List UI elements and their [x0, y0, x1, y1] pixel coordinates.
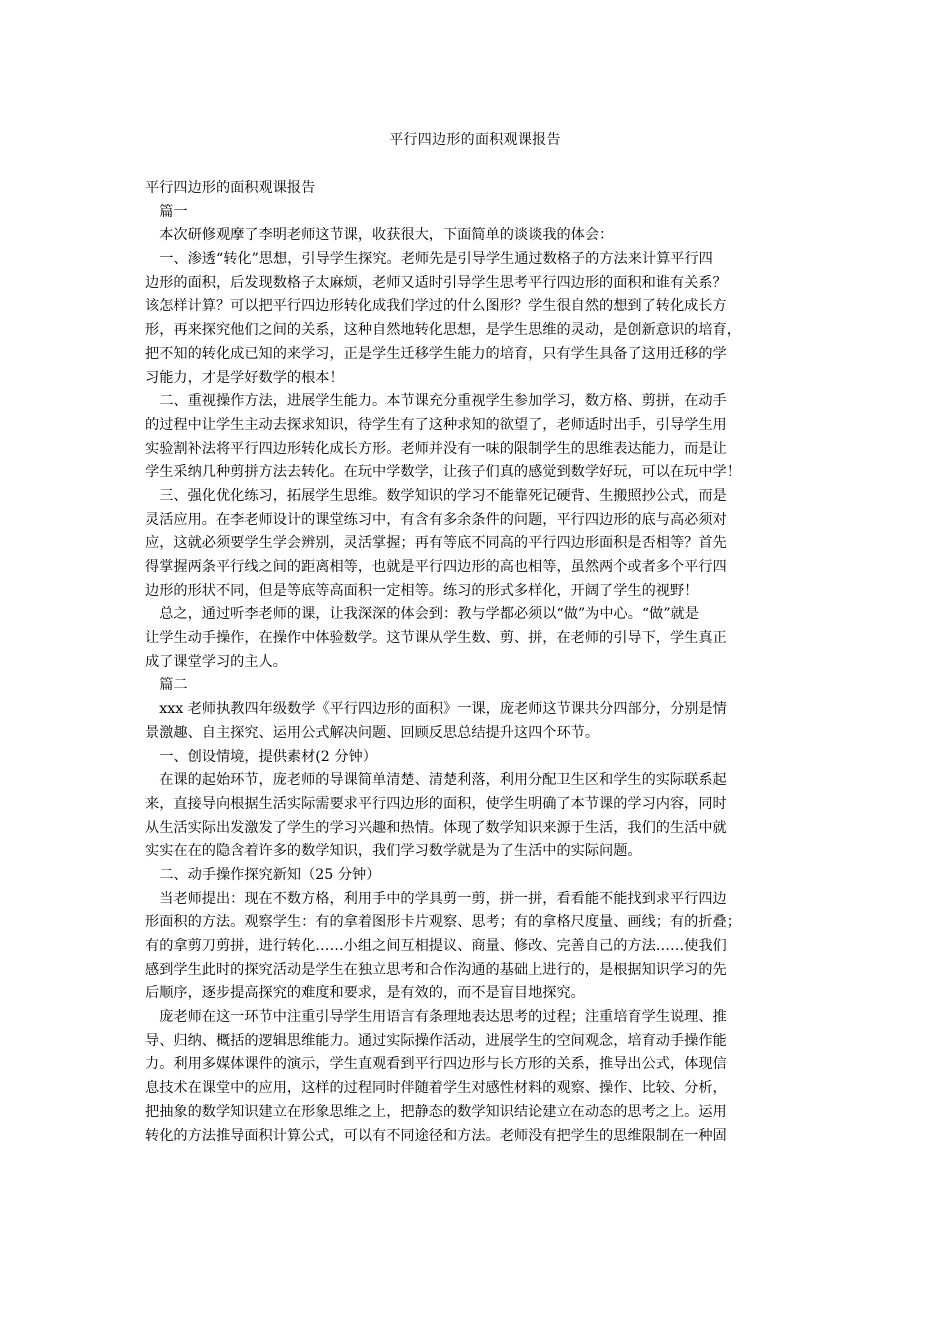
text-line: 的过程中让学生主动去探求知识，待学生有了这种求知的欲望了，老师适时出手，引导学生用 — [145, 416, 727, 433]
text-line: 三、强化优化练习，拓展学生思维。数学知识的学习不能靠死记硬背、生搬照抄公式，而是 — [145, 487, 727, 504]
text-line: 一、创设情境，提供素材(2 分钟） — [145, 748, 377, 765]
text-line: 来，直接导向根据生活实际需要求平行四边形的面积，使学生明确了本节课的学习内容，同时 — [145, 795, 727, 812]
text-line: 息技术在课堂中的应用，这样的过程同时伴随着学生对感性材料的观察、操作、比较、分析， — [145, 1080, 727, 1097]
document-body — [145, 177, 805, 1148]
text-line: 应，这就必须要学生学会辨别，灵活掌握；再有等底不同高的平行四边形面积是否相等？首先 — [145, 535, 727, 552]
text-line: 景激趣、自主探究、运用公式解决问题、回顾反思总结提升这四个环节。 — [145, 724, 600, 741]
text-line: 把不知的转化成已知的来学习，正是学生迁移学生能力的培育，只有学生具备了这用迁移的学 — [145, 345, 727, 362]
text-line: 庞老师在这一环节中注重引导学生用语言有条理地表达思考的过程；注重培育学生说理、推 — [145, 1009, 727, 1026]
text-line: 在课的起始环节，庞老师的导课简单清楚、清楚利落，利用分配卫生区和学生的实际联系起 — [145, 772, 727, 789]
text-line: 让学生动手操作，在操作中体验数学。这节课从学生数、剪、拼，在老师的引导下，学生真正 — [145, 630, 727, 647]
text-line: 学生采纳几种剪拼方法去转化。在玩中学数学，让孩子们真的感觉到数学好玩，可以在玩中学！ — [145, 464, 741, 481]
text-line: 实验割补法将平行四边形转化成长方形。老师并没有一味的限制学生的思维表达能力，而是让 — [145, 440, 727, 457]
text-line: 力。利用多媒体课件的演示，学生直观看到平行四边形与长方形的关系，推导出公式，体现信 — [145, 1056, 727, 1073]
document-title: 平行四边形的面积观课报告 — [389, 132, 561, 148]
text-line: 灵活应用。在李老师设计的课堂练习中，有含有多余条件的问题，平行四边形的底与高必须对 — [145, 511, 727, 528]
text-line: 边形的面积，后发现数格子太麻烦，老师又适时引导学生思考平行四边形的面积和谁有关系？ — [145, 274, 727, 291]
text-line: 导、归纳、概括的逻辑思维能力。通过实际操作活动，进展学生的空间观念，培育动手操作能 — [145, 1032, 727, 1049]
text-line: 平行四边形的面积观课报告 — [145, 180, 316, 196]
text-line: 该怎样计算？可以把平行四边形转化成我们学过的什么图形？学生很自然的想到了转化成长方 — [145, 298, 727, 315]
text-line: 得掌握两条平行线之间的距离相等，也就是平行四边形的高也相等，虽然两个或者多个平行四 — [145, 559, 727, 575]
text-line: 形面积的方法。观察学生：有的拿着图形卡片观察、思考；有的拿格尺度量、画线；有的折叠； — [145, 914, 741, 931]
text-line: 后顺序，逐步提高探究的难度和要求，是有效的，而不是盲目地探究。 — [145, 985, 585, 1002]
text-line: 当老师提出：现在不数方格，利用手中的学具剪一剪，拼一拼，看看能不能找到求平行四边 — [145, 890, 727, 907]
text-line: 本次研修观摩了李明老师这节课，收获很大，下面简单的谈谈我的体会： — [145, 227, 614, 244]
text-line: 总之，通过听李老师的课，让我深深的体会到：教与学都必须以“做”为中心。“做”就是 — [145, 606, 699, 623]
text-line: xxx 老师执教四年级数学《平行四边形的面积》一课，庞老师这节课共分四部分，分别是情 — [145, 701, 727, 718]
text-line: 篇一 — [145, 203, 188, 220]
text-line: 转化的方法推导面积计算公式，可以有不同途径和方法。老师没有把学生的思维限制在一种固 — [145, 1127, 727, 1144]
text-line: 习能力，才是学好数学的根本！ — [145, 369, 344, 386]
text-line: 实实在在的隐含着许多的数学知识，我们学习数学就是为了生活中的实际问题。 — [145, 843, 642, 860]
text-line: 二、重视操作方法，进展学生能力。本节课充分重视学生参加学习，数方格、剪拼，在动手 — [145, 393, 727, 410]
text-line: 从生活实际出发激发了学生的学习兴趣和热情。体现了数学知识来源于生活，我们的生活中就 — [145, 819, 727, 836]
text-line: 把抽象的数学知识建立在形象思维之上，把静态的数学知识结论建立在动态的思考之上。运用 — [145, 1103, 727, 1120]
text-line: 二、动手操作探究新知（25 分钟） — [145, 866, 381, 883]
text-line: 篇二 — [145, 677, 188, 694]
text-line: 成了课堂学习的主人。 — [145, 653, 287, 670]
text-line: 形，再来探究他们之间的关系，这种自然地转化思想，是学生思维的灵动，是创新意识的培育， — [145, 322, 741, 339]
text-line: 有的拿剪刀剪拼，进行转化……小组之间互相提议、商量、修改、完善自己的方法……使我们 — [145, 938, 727, 954]
text-line: 感到学生此时的探究活动是学生在独立思考和合作沟通的基础上进行的，是根据知识学习的先 — [145, 961, 727, 978]
text-line: 边形的形状不同，但是等底等高面积一定相等。练习的形式多样化，开阔了学生的视野！ — [145, 582, 699, 599]
text-line: 一、渗透“转化”思想，引导学生探究。老师先是引导学生通过数格子的方法来计算平行四 — [145, 251, 713, 268]
